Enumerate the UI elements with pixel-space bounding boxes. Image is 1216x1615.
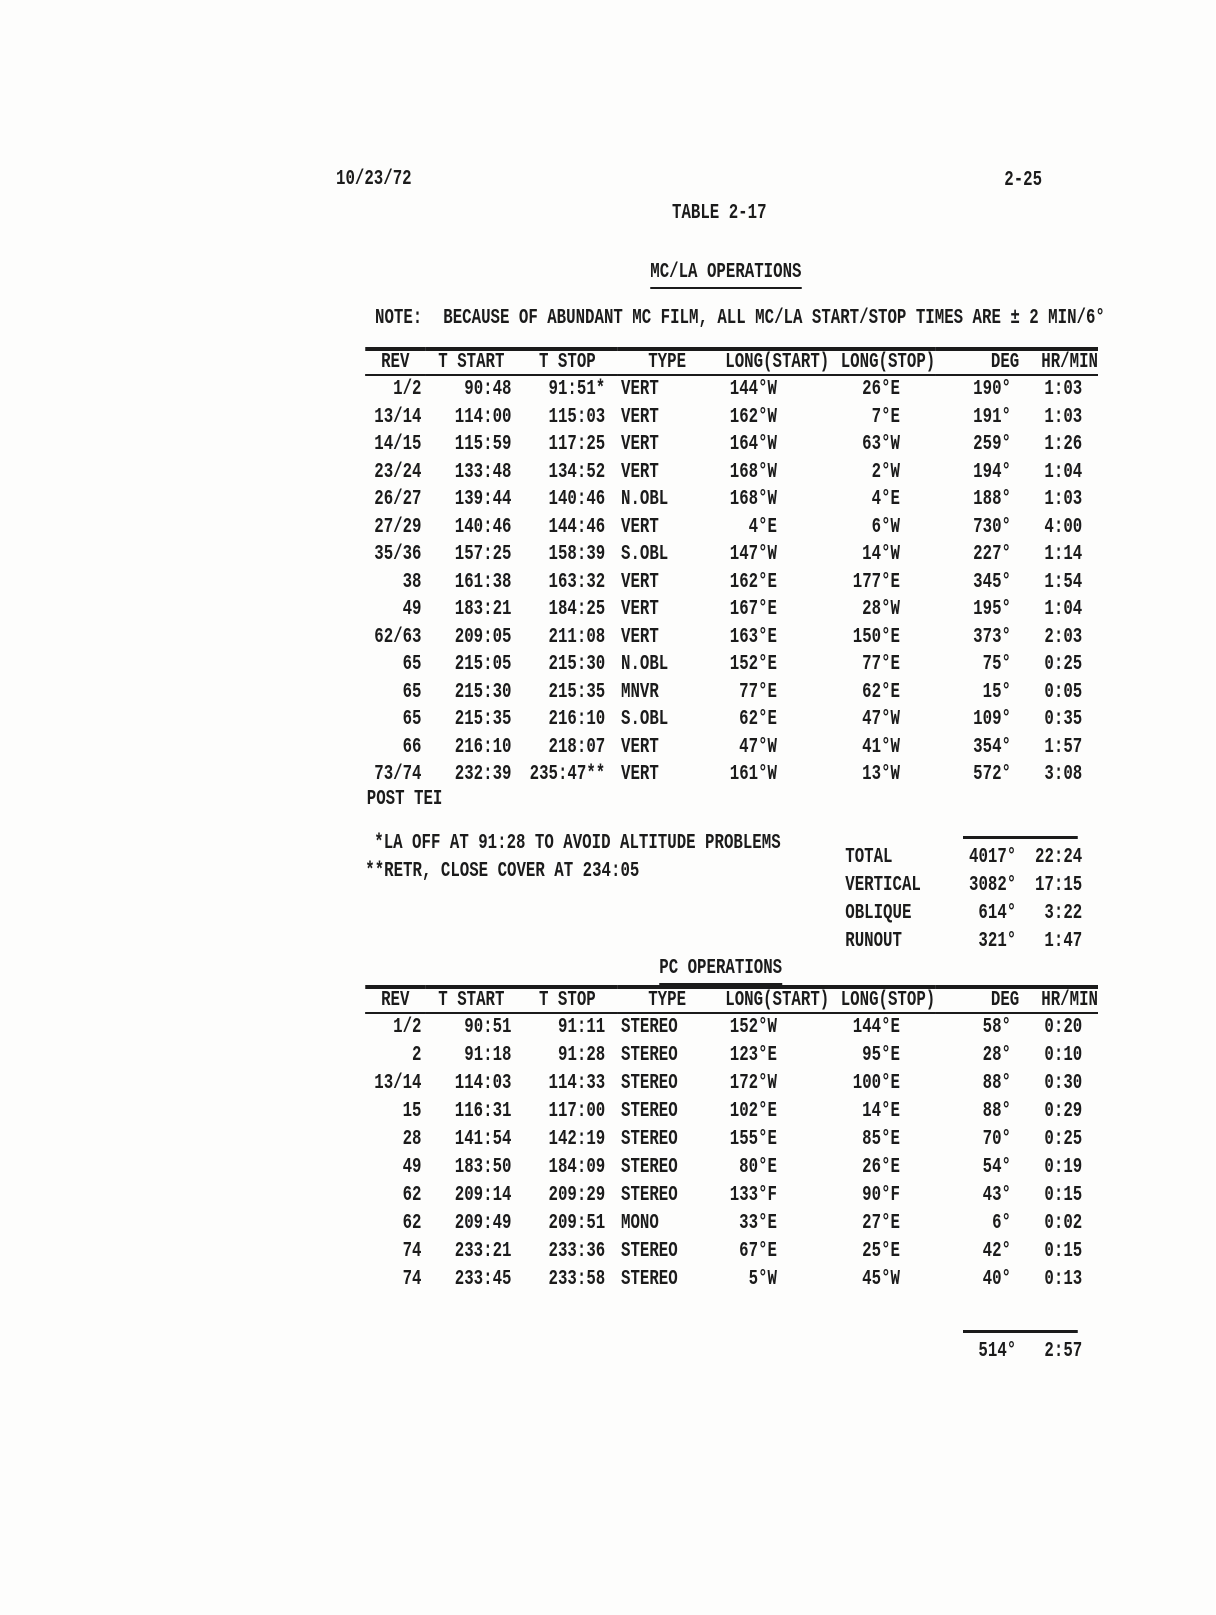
cell-hr-min: 0:10 bbox=[1044, 1044, 1083, 1067]
pc-table-head bbox=[365, 987, 1098, 1013]
cell-t-start: 215:35 bbox=[454, 708, 512, 731]
cell-type: MONO bbox=[621, 1212, 659, 1235]
cell-t-stop: 211:08 bbox=[548, 625, 606, 649]
cell-type: STEREO bbox=[621, 1100, 678, 1123]
cell-long-stop: 100°E bbox=[852, 1072, 900, 1095]
cell-long-stop: 13°W bbox=[862, 763, 900, 786]
cell-t-stop: 184:25 bbox=[548, 598, 606, 621]
cell-t-stop: 233:36 bbox=[548, 1240, 606, 1263]
totals-row bbox=[845, 844, 1082, 872]
cell-long-start: 152°W bbox=[729, 1016, 777, 1039]
table-row bbox=[365, 624, 1098, 652]
col-header-long-stop: LONG(STOP) bbox=[807, 349, 935, 375]
cell-long-start: 77°E bbox=[739, 680, 777, 704]
cell-type: STEREO bbox=[621, 1156, 678, 1179]
cell-deg: 43° bbox=[982, 1184, 1011, 1207]
cell-t-start: 233:45 bbox=[454, 1268, 512, 1291]
cell-hr-min: 0:35 bbox=[1044, 708, 1083, 731]
cell-long-start: 144°W bbox=[729, 378, 777, 401]
cell-hr-min: 1:54 bbox=[1044, 570, 1083, 594]
total-deg: 3082° bbox=[968, 874, 1017, 897]
cell-long-start: 172°W bbox=[729, 1072, 777, 1095]
cell-t-stop: 235:47** bbox=[529, 763, 606, 786]
cell-rev: 62/63 bbox=[374, 625, 422, 649]
cell-t-start: 183:50 bbox=[454, 1156, 512, 1179]
cell-rev: 27/29 bbox=[374, 515, 422, 539]
cell-long-start: 164°W bbox=[729, 433, 777, 456]
cell-hr-min: 0:15 bbox=[1044, 1240, 1083, 1263]
cell-long-start: 123°E bbox=[729, 1044, 777, 1067]
cell-hr-min: 3:08 bbox=[1044, 763, 1083, 786]
cell-rev: 28 bbox=[402, 1128, 422, 1151]
cell-long-stop: 25°E bbox=[862, 1240, 900, 1263]
cell-t-stop: 218:07 bbox=[548, 735, 606, 759]
cell-deg: 194° bbox=[973, 460, 1011, 484]
col-header-t-stop: T STOP bbox=[518, 987, 618, 1013]
total-hr-min: 22:24 bbox=[1034, 846, 1083, 869]
table-row bbox=[365, 734, 1098, 762]
note-label: NOTE: bbox=[375, 307, 423, 330]
cell-rev: 13/14 bbox=[374, 1072, 422, 1095]
cell-type: VERT bbox=[621, 433, 659, 456]
cell-t-start: 139:44 bbox=[454, 488, 512, 511]
cell-long-stop: 77°E bbox=[862, 653, 900, 676]
table-row bbox=[365, 679, 1098, 707]
cell-rev: 66 bbox=[402, 735, 422, 759]
cell-long-stop: 62°E bbox=[862, 680, 900, 704]
cell-t-start: 91:18 bbox=[464, 1044, 512, 1067]
table-row bbox=[365, 1210, 1098, 1238]
cell-long-stop: 4°E bbox=[871, 488, 900, 511]
cell-type: VERT bbox=[621, 735, 659, 759]
table-row bbox=[365, 1098, 1098, 1126]
table-row bbox=[365, 651, 1098, 679]
cell-rev: 23/24 bbox=[374, 460, 422, 484]
cell-deg: 227° bbox=[973, 543, 1011, 566]
cell-t-start: 183:21 bbox=[454, 598, 512, 621]
cell-long-start: 5°W bbox=[748, 1268, 777, 1291]
cell-long-start: 168°W bbox=[729, 460, 777, 484]
col-header-long-start: LONG(START) bbox=[717, 987, 807, 1013]
cell-t-stop: 184:09 bbox=[548, 1156, 606, 1179]
cell-t-stop: 144:46 bbox=[548, 515, 606, 539]
total-hr-min: 1:47 bbox=[1044, 930, 1083, 953]
table-row bbox=[365, 486, 1098, 514]
cell-rev: 74 bbox=[402, 1268, 422, 1291]
table-row bbox=[365, 1238, 1098, 1266]
col-header-hr-min: HR/MIN bbox=[1023, 987, 1098, 1013]
cell-long-start: 161°W bbox=[729, 763, 777, 786]
table-row bbox=[365, 1182, 1098, 1210]
table-row bbox=[365, 1042, 1098, 1070]
cell-rev: 13/14 bbox=[374, 405, 422, 429]
cell-hr-min: 1:03 bbox=[1044, 378, 1083, 401]
cell-hr-min: 0:30 bbox=[1044, 1072, 1083, 1095]
mcla-table-head bbox=[365, 349, 1098, 375]
cell-rev: 26/27 bbox=[374, 488, 422, 511]
cell-rev: 14/15 bbox=[374, 433, 422, 456]
pc-section-title: PC OPERATIONS bbox=[659, 959, 782, 985]
cell-long-stop: 41°W bbox=[862, 735, 900, 759]
cell-hr-min: 0:29 bbox=[1044, 1100, 1083, 1123]
cell-hr-min: 0:19 bbox=[1044, 1156, 1083, 1179]
cell-deg: 345° bbox=[973, 570, 1011, 594]
cell-long-stop: 6°W bbox=[871, 515, 900, 539]
cell-long-start: 163°E bbox=[729, 625, 777, 649]
footnote-retr: **RETR, CLOSE COVER AT 234:05 bbox=[365, 860, 640, 883]
totals-row bbox=[845, 872, 1082, 900]
cell-long-stop: 27°E bbox=[862, 1212, 900, 1235]
cell-rev: 62 bbox=[402, 1184, 422, 1207]
cell-t-stop: 117:25 bbox=[548, 433, 606, 456]
cell-deg: 195° bbox=[973, 598, 1011, 621]
cell-t-stop: 140:46 bbox=[548, 488, 606, 511]
pc-total-hr-min: 2:57 bbox=[1044, 1340, 1083, 1363]
cell-long-stop: 47°W bbox=[862, 708, 900, 731]
mcla-section-title: MC/LA OPERATIONS bbox=[650, 263, 801, 289]
cell-long-stop: 26°E bbox=[862, 1156, 900, 1179]
pc-table-body bbox=[365, 1013, 1098, 1294]
total-deg: 321° bbox=[978, 930, 1017, 953]
cell-type: VERT bbox=[621, 625, 659, 649]
total-label: OBLIQUE bbox=[845, 902, 912, 925]
cell-long-start: 155°E bbox=[729, 1128, 777, 1151]
cell-t-stop: 209:29 bbox=[548, 1184, 606, 1207]
pc-total-row bbox=[950, 1342, 1082, 1362]
cell-rev: 65 bbox=[402, 708, 422, 731]
cell-rev: 49 bbox=[402, 598, 422, 621]
cell-long-start: 33°E bbox=[739, 1212, 777, 1235]
table-row bbox=[365, 541, 1098, 569]
cell-long-start: 162°W bbox=[729, 405, 777, 429]
cell-type: STEREO bbox=[621, 1268, 678, 1291]
mcla-table-body bbox=[365, 375, 1098, 789]
cell-t-stop: 158:39 bbox=[548, 543, 606, 566]
document-date: 10/23/72 bbox=[336, 168, 412, 191]
cell-type: STEREO bbox=[621, 1044, 678, 1067]
cell-type: VERT bbox=[621, 763, 659, 786]
table-row bbox=[365, 761, 1098, 789]
cell-deg: 730° bbox=[973, 515, 1011, 539]
cell-rev: 62 bbox=[402, 1212, 422, 1235]
cell-deg: 88° bbox=[982, 1072, 1011, 1095]
cell-type: STEREO bbox=[621, 1128, 678, 1151]
table-row bbox=[365, 569, 1098, 597]
cell-deg: 28° bbox=[982, 1044, 1011, 1067]
cell-long-stop: 85°E bbox=[862, 1128, 900, 1151]
pc-total-overline bbox=[963, 1330, 1078, 1333]
cell-t-stop: 215:35 bbox=[548, 680, 606, 704]
pc-operations-table bbox=[365, 985, 1098, 1294]
cell-rev: 1/2 bbox=[393, 378, 422, 401]
col-header-deg: DEG bbox=[935, 349, 1023, 375]
total-label: RUNOUT bbox=[845, 930, 902, 953]
cell-long-stop: 144°E bbox=[852, 1016, 900, 1039]
cell-t-start: 133:48 bbox=[454, 460, 512, 484]
cell-rev: 15 bbox=[402, 1100, 422, 1123]
table-header-row bbox=[365, 349, 1098, 375]
col-header-type: TYPE bbox=[617, 349, 717, 375]
total-hr-min: 3:22 bbox=[1044, 902, 1083, 925]
cell-hr-min: 1:04 bbox=[1044, 460, 1083, 484]
cell-deg: 58° bbox=[982, 1016, 1011, 1039]
cell-rev: 49 bbox=[402, 1156, 422, 1179]
cell-type: STEREO bbox=[621, 1072, 678, 1095]
cell-long-stop: 2°W bbox=[871, 460, 900, 484]
cell-t-start: 233:21 bbox=[454, 1240, 512, 1263]
table-row bbox=[365, 1266, 1098, 1294]
cell-type: STEREO bbox=[621, 1240, 678, 1263]
cell-t-stop: 215:30 bbox=[548, 653, 606, 676]
cell-long-stop: 45°W bbox=[862, 1268, 900, 1291]
col-header-t-start: T START bbox=[425, 987, 517, 1013]
cell-deg: 54° bbox=[982, 1156, 1011, 1179]
table-row bbox=[365, 1154, 1098, 1182]
cell-type: VERT bbox=[621, 515, 659, 539]
cell-type: VERT bbox=[621, 405, 659, 429]
cell-t-start: 141:54 bbox=[454, 1128, 512, 1151]
table-row bbox=[365, 459, 1098, 487]
cell-t-start: 209:14 bbox=[454, 1184, 512, 1207]
cell-hr-min: 1:03 bbox=[1044, 405, 1083, 429]
cell-hr-min: 0:15 bbox=[1044, 1184, 1083, 1207]
table-row bbox=[365, 596, 1098, 624]
mcla-totals bbox=[845, 844, 1082, 956]
cell-hr-min: 1:14 bbox=[1044, 543, 1083, 566]
cell-long-stop: 7°E bbox=[871, 405, 900, 429]
cell-t-stop: 91:11 bbox=[557, 1016, 606, 1039]
cell-long-stop: 14°W bbox=[862, 543, 900, 566]
cell-t-stop: 209:51 bbox=[548, 1212, 606, 1235]
cell-type: S.OBL bbox=[621, 543, 669, 566]
cell-hr-min: 0:20 bbox=[1044, 1016, 1083, 1039]
table-row bbox=[365, 1126, 1098, 1154]
table-row bbox=[365, 1070, 1098, 1098]
cell-hr-min: 0:02 bbox=[1044, 1212, 1083, 1235]
mcla-totals-overline bbox=[963, 836, 1078, 839]
cell-type: VERT bbox=[621, 460, 659, 484]
cell-deg: 70° bbox=[982, 1128, 1011, 1151]
cell-hr-min: 4:00 bbox=[1044, 515, 1083, 539]
total-deg: 4017° bbox=[968, 846, 1017, 869]
cell-long-start: 167°E bbox=[729, 598, 777, 621]
cell-deg: 15° bbox=[982, 680, 1011, 704]
cell-long-start: 80°E bbox=[739, 1156, 777, 1179]
col-header-long-stop: LONG(STOP) bbox=[807, 987, 935, 1013]
cell-hr-min: 2:03 bbox=[1044, 625, 1083, 649]
cell-deg: 6° bbox=[992, 1212, 1011, 1235]
cell-deg: 354° bbox=[973, 735, 1011, 759]
cell-long-start: 147°W bbox=[729, 543, 777, 566]
col-header-rev: REV bbox=[365, 987, 425, 1013]
cell-type: STEREO bbox=[621, 1184, 678, 1207]
cell-t-stop: 233:58 bbox=[548, 1268, 606, 1291]
note-text: BECAUSE OF ABUNDANT MC FILM, ALL MC/LA START/STOP TIMES ARE ± 2 MIN/6° bbox=[443, 307, 1105, 330]
cell-long-stop: 14°E bbox=[862, 1100, 900, 1123]
table-row bbox=[365, 706, 1098, 734]
cell-hr-min: 1:26 bbox=[1044, 433, 1083, 456]
cell-t-stop: 216:10 bbox=[548, 708, 606, 731]
cell-long-stop: 177°E bbox=[852, 570, 900, 594]
cell-type: VERT bbox=[621, 598, 659, 621]
col-header-t-stop: T STOP bbox=[518, 349, 618, 375]
cell-deg: 190° bbox=[973, 378, 1011, 401]
cell-deg: 75° bbox=[982, 653, 1011, 676]
cell-deg: 191° bbox=[973, 405, 1011, 429]
cell-deg: 40° bbox=[982, 1268, 1011, 1291]
mcla-note bbox=[375, 309, 1105, 329]
cell-hr-min: 0:05 bbox=[1044, 680, 1083, 704]
mcla-operations-table bbox=[365, 347, 1098, 789]
totals-row bbox=[845, 928, 1082, 956]
footnote-la-off: *LA OFF AT 91:28 TO AVOID ALTITUDE PROBLEMS bbox=[374, 832, 781, 855]
cell-rev: 2 bbox=[412, 1044, 422, 1067]
col-header-hr-min: HR/MIN bbox=[1023, 349, 1098, 375]
col-header-long-start: LONG(START) bbox=[717, 349, 807, 375]
cell-t-start: 116:31 bbox=[454, 1100, 512, 1123]
cell-long-start: 133°F bbox=[729, 1184, 777, 1207]
cell-hr-min: 1:57 bbox=[1044, 735, 1083, 759]
cell-t-start: 215:05 bbox=[454, 653, 512, 676]
cell-type: STEREO bbox=[621, 1016, 678, 1039]
page-number: 2-25 bbox=[1004, 169, 1043, 192]
col-header-rev: REV bbox=[365, 349, 425, 375]
cell-t-start: 114:00 bbox=[454, 405, 512, 429]
cell-t-stop: 91:28 bbox=[557, 1044, 606, 1067]
cell-t-stop: 142:19 bbox=[548, 1128, 606, 1151]
cell-long-start: 67°E bbox=[739, 1240, 777, 1263]
cell-hr-min: 0:25 bbox=[1044, 653, 1083, 676]
cell-t-start: 114:03 bbox=[454, 1072, 512, 1095]
cell-long-start: 152°E bbox=[729, 653, 777, 676]
cell-long-stop: 90°F bbox=[862, 1184, 900, 1207]
cell-t-start: 90:48 bbox=[464, 378, 512, 401]
cell-hr-min: 1:03 bbox=[1044, 488, 1083, 511]
cell-long-stop: 63°W bbox=[862, 433, 900, 456]
cell-type: N.OBL bbox=[621, 653, 669, 676]
cell-type: VERT bbox=[621, 570, 659, 594]
cell-deg: 572° bbox=[973, 763, 1011, 786]
cell-rev: 73/74 bbox=[374, 763, 422, 786]
cell-long-stop: 28°W bbox=[862, 598, 900, 621]
cell-long-start: 47°W bbox=[739, 735, 777, 759]
cell-rev: 1/2 bbox=[393, 1016, 422, 1039]
table-row bbox=[365, 514, 1098, 542]
col-header-t-start: T START bbox=[425, 349, 517, 375]
cell-long-start: 168°W bbox=[729, 488, 777, 511]
cell-t-start: 161:38 bbox=[454, 570, 512, 594]
cell-long-start: 162°E bbox=[729, 570, 777, 594]
cell-long-start: 102°E bbox=[729, 1100, 777, 1123]
cell-type: S.OBL bbox=[621, 708, 669, 731]
cell-long-stop: 150°E bbox=[852, 625, 900, 649]
cell-rev: 65 bbox=[402, 680, 422, 704]
cell-deg: 188° bbox=[973, 488, 1011, 511]
total-label: TOTAL bbox=[845, 846, 893, 869]
cell-rev: 38 bbox=[402, 570, 422, 594]
cell-t-start: 215:30 bbox=[454, 680, 512, 704]
cell-t-stop: 114:33 bbox=[548, 1072, 606, 1095]
cell-type: MNVR bbox=[621, 680, 659, 704]
total-hr-min: 17:15 bbox=[1034, 874, 1083, 897]
table-row bbox=[365, 431, 1098, 459]
cell-type: N.OBL bbox=[621, 488, 669, 511]
cell-rev: 35/36 bbox=[374, 543, 422, 566]
cell-type: VERT bbox=[621, 378, 659, 401]
cell-t-stop: 134:52 bbox=[548, 460, 606, 484]
cell-rev: 65 bbox=[402, 653, 422, 676]
cell-t-start: 90:51 bbox=[464, 1016, 512, 1039]
cell-t-start: 209:49 bbox=[454, 1212, 512, 1235]
cell-deg: 42° bbox=[982, 1240, 1011, 1263]
col-header-deg: DEG bbox=[935, 987, 1023, 1013]
table-row bbox=[365, 1013, 1098, 1042]
cell-t-stop: 117:00 bbox=[548, 1100, 606, 1123]
cell-t-start: 216:10 bbox=[454, 735, 512, 759]
cell-long-stop: 26°E bbox=[862, 378, 900, 401]
col-header-type: TYPE bbox=[617, 987, 717, 1013]
post-tei-label: POST TEI bbox=[366, 788, 443, 811]
cell-hr-min: 0:13 bbox=[1044, 1268, 1083, 1291]
cell-t-stop: 115:03 bbox=[548, 405, 606, 429]
cell-hr-min: 1:04 bbox=[1044, 598, 1083, 621]
cell-t-stop: 91:51* bbox=[548, 378, 606, 401]
pc-total-deg: 514° bbox=[978, 1340, 1017, 1363]
cell-deg: 109° bbox=[973, 708, 1011, 731]
cell-t-stop: 163:32 bbox=[548, 570, 606, 594]
table-row bbox=[365, 404, 1098, 432]
totals-row bbox=[845, 900, 1082, 928]
cell-long-start: 4°E bbox=[748, 515, 777, 539]
cell-t-start: 232:39 bbox=[454, 763, 512, 786]
cell-long-start: 62°E bbox=[739, 708, 777, 731]
cell-t-start: 157:25 bbox=[454, 543, 512, 566]
cell-deg: 88° bbox=[982, 1100, 1011, 1123]
total-deg: 614° bbox=[978, 902, 1017, 925]
cell-hr-min: 0:25 bbox=[1044, 1128, 1083, 1151]
table-row bbox=[365, 375, 1098, 404]
cell-deg: 373° bbox=[973, 625, 1011, 649]
table-header-row bbox=[365, 987, 1098, 1013]
cell-long-stop: 95°E bbox=[862, 1044, 900, 1067]
cell-t-start: 140:46 bbox=[454, 515, 512, 539]
cell-t-start: 209:05 bbox=[454, 625, 512, 649]
cell-deg: 259° bbox=[973, 433, 1011, 456]
cell-rev: 74 bbox=[402, 1240, 422, 1263]
table-title: TABLE 2-17 bbox=[672, 202, 767, 225]
cell-t-start: 115:59 bbox=[454, 433, 512, 456]
total-label: VERTICAL bbox=[845, 874, 921, 897]
